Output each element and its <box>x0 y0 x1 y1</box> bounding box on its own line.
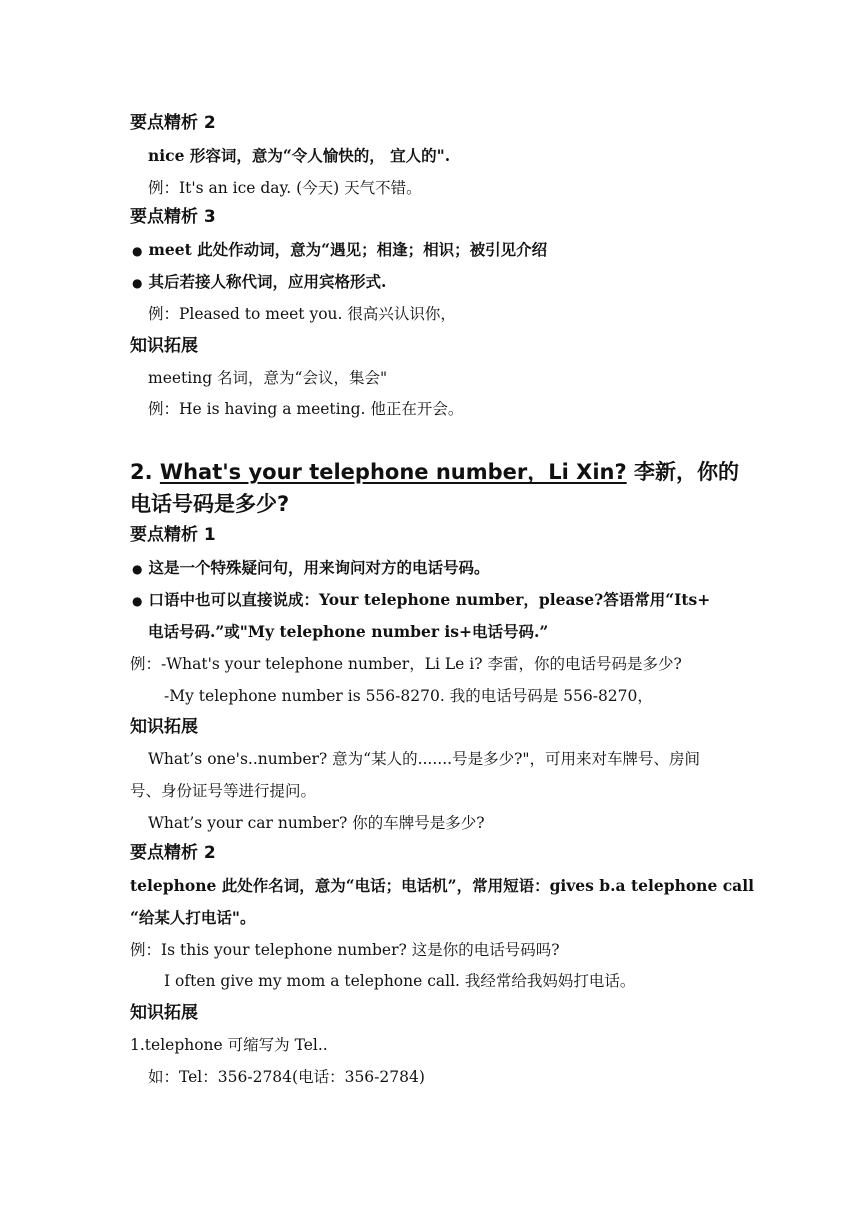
question-title-english: What's your telephone number，Li Xin? <box>159 460 627 484</box>
bullet-special-question <box>132 558 490 579</box>
heading-key-point-1: 要点精析 1 <box>130 525 216 545</box>
text-meeting-example: 例：He is having a meeting. 他正在开会。 <box>148 400 464 418</box>
heading-key-point-2: 要点精析 2 <box>130 113 216 133</box>
bullet-text: meet 此处作动词，意为“遇见；相逢；相识；被引见介绍 <box>148 240 548 259</box>
heading-knowledge-extension: 知识拓展 <box>130 336 198 356</box>
heading-key-point-3: 要点精析 3 <box>130 207 216 227</box>
bullet-meet-object-case <box>132 272 386 293</box>
question-title <box>130 456 740 520</box>
bullet-text: 其后若接人称代词，应用宾格形式. <box>148 272 387 291</box>
bullet-oral-form <box>132 590 710 611</box>
text-example-question: 例：-What's your telephone number，Li Le i? 李雷，你的电话号码是多少? <box>130 655 682 673</box>
bullet-icon: ● <box>132 244 143 258</box>
text-example-answer: -My telephone number is 556-8270. 我的电话号码是 556-8270， <box>164 687 653 705</box>
text-number-question-pattern: What’s one's..number? 意为“某人的.......号是多少?"，可用来对车牌号、房间 <box>148 750 701 768</box>
bullet-icon: ● <box>132 562 143 576</box>
text-car-number-example: What’s your car number? 你的车牌号是多少? <box>148 814 485 832</box>
text-number-question-pattern-continued: 号、身份证号等进行提问。 <box>130 782 317 800</box>
text-telephone-call-example: I often give my mom a telephone call. 我经常给我妈妈打电话。 <box>164 972 636 990</box>
text-meeting-definition: meeting 名词，意为“会议，集会" <box>148 369 388 387</box>
text-nice-definition: nice 形容词，意为“令人愉快的， 宜人的". <box>148 146 451 165</box>
text-meet-example: 例：Pleased to meet you. 很高兴认识你， <box>148 305 456 323</box>
text-nice-example: 例：It's an ice day. (今天) 天气不错。 <box>148 179 422 197</box>
text-telephone-abbreviation: 1.telephone 可缩写为 Tel.. <box>130 1036 328 1054</box>
bullet-icon: ● <box>132 594 143 608</box>
bullet-icon: ● <box>132 276 143 290</box>
text-telephone-example: 例：Is this your telephone number? 这是你的电话号码吗? <box>130 941 560 959</box>
text-telephone-abbreviation-example: 如：Tel：356-2784(电话：356-2784) <box>148 1068 425 1086</box>
bullet-oral-form-continued: 电话号码.”或"My telephone number is+电话号码.” <box>148 622 549 641</box>
question-title-chinese: 李新，你的电话号码是多少? <box>130 460 739 516</box>
heading-knowledge-extension: 知识拓展 <box>130 1003 198 1023</box>
bullet-text: 口语中也可以直接说成：Your telephone number，please?答语常用“Its+ <box>148 590 711 609</box>
text-telephone-definition-continued: “给某人打电话"。 <box>130 908 256 927</box>
heading-key-point-2: 要点精析 2 <box>130 843 216 863</box>
heading-knowledge-extension: 知识拓展 <box>130 717 198 737</box>
bullet-text: 这是一个特殊疑问句，用来询问对方的电话号码。 <box>148 558 490 577</box>
question-number: 2. <box>130 460 153 484</box>
text-telephone-definition: telephone 此处作名词，意为“电话；电话机”，常用短语：gives b.a telephone call <box>130 876 754 895</box>
bullet-meet-definition <box>132 240 547 261</box>
